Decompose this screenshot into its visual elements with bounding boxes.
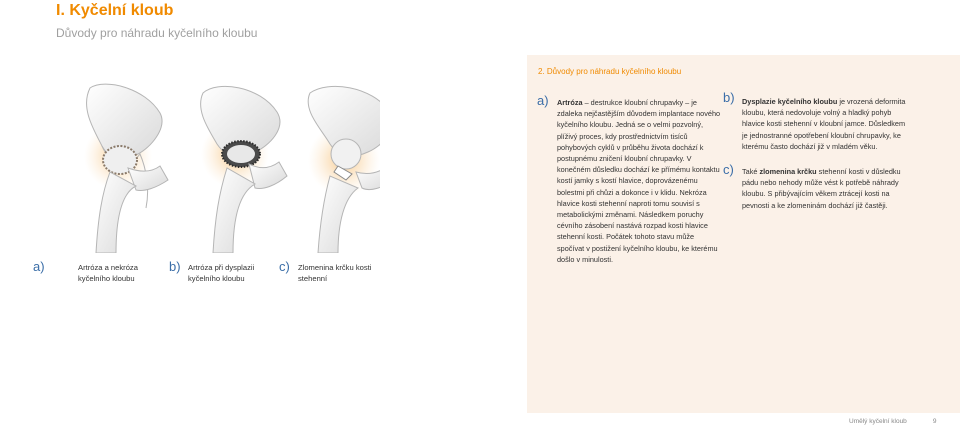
section-b-body: je vrozená deformita kloubu, která nedovoluje volný a hladký pohyb hlavice kosti stehenní v kloubní jamce. Důsledkem je jednostranné opotřebení kloubní chrupavky, ke kterému často dochází již v mladém věku. [742, 97, 906, 151]
caption-c [298, 262, 371, 284]
section-c-text [742, 166, 908, 211]
section-c-body: stehenní kosti v důsledku pádu nebo nehody může vést k potřebě náhrady kloubu. S přibývajícím věkem ztrácejí kosti na pevnosti a ke zlomeninám dochází již častěji. [742, 167, 901, 210]
section-c-letter: c) [723, 162, 734, 177]
caption-a-letter: a) [33, 259, 45, 274]
page-title: I. Kyčelní kloub [56, 2, 174, 19]
section-c-bold: zlomenina krčku [759, 167, 817, 176]
caption-a-line2: kyčelního kloubu [78, 274, 135, 283]
hip-b-drawing [201, 86, 287, 253]
section-c-pre: Také [742, 167, 760, 176]
page-number: 9 [932, 418, 937, 425]
caption-b-line2: kyčelního kloubu [188, 274, 245, 283]
section-b-text [742, 96, 910, 152]
section-a-letter: a) [537, 93, 549, 108]
info-panel [527, 55, 960, 413]
section-b-letter: b) [723, 90, 735, 105]
hip-joint-illustration [50, 68, 380, 253]
section-b-bold: Dysplazie kyčelního kloubu [742, 97, 838, 106]
caption-c-line2: stehenní [298, 274, 328, 283]
page-header [56, 0, 257, 40]
caption-a [78, 262, 138, 284]
section-a-text [557, 97, 721, 265]
caption-c-line1: Zlomenina krčku kosti [298, 263, 372, 272]
section-a-body: – destrukce kloubní chrupavky – je zdaleka nejčastějším důvodem implantace nového kyčelního kloubu. Jedná se o velmi pozvolný, plíživý proces, kdy prostřednictvím tisíců pohybových cyklů v průběhu života dochází k postupnému zničení kloubní chrupavky. V konečném důsledku dochází ke přímému kontaktu kostí jamky s kostí hlavice, doprovázenému bolestmi při chůzi a dokonce i v klidu. Nekróza hlavice kosti stehenní naproti tomu souvisí s metabolickými změnami. Následkem poruchy cévního zásobení nastává rozpad kosti hlavice stehenní kosti. Počátek tohoto stavu může spočívat v postižení kyčelního kloubu, ke kterému došlo v minulosti. [557, 98, 721, 264]
hip-c-drawing [308, 86, 380, 253]
caption-a-line1: Artróza a nekróza [78, 263, 138, 272]
caption-b-line1: Artróza při dysplazii [188, 263, 255, 272]
caption-b-letter: b) [169, 259, 181, 274]
caption-c-letter: c) [279, 259, 290, 274]
page-subtitle: Důvody pro náhradu kyčelního kloubu [56, 26, 258, 40]
section-a-bold: Artróza [557, 98, 583, 107]
caption-b [188, 262, 254, 284]
footer-label: Umělý kyčelní kloub [849, 418, 907, 425]
page-footer [849, 418, 936, 425]
hip-a-drawing [84, 84, 168, 253]
panel-heading: 2. Důvody pro náhradu kyčelního kloubu [538, 67, 682, 76]
